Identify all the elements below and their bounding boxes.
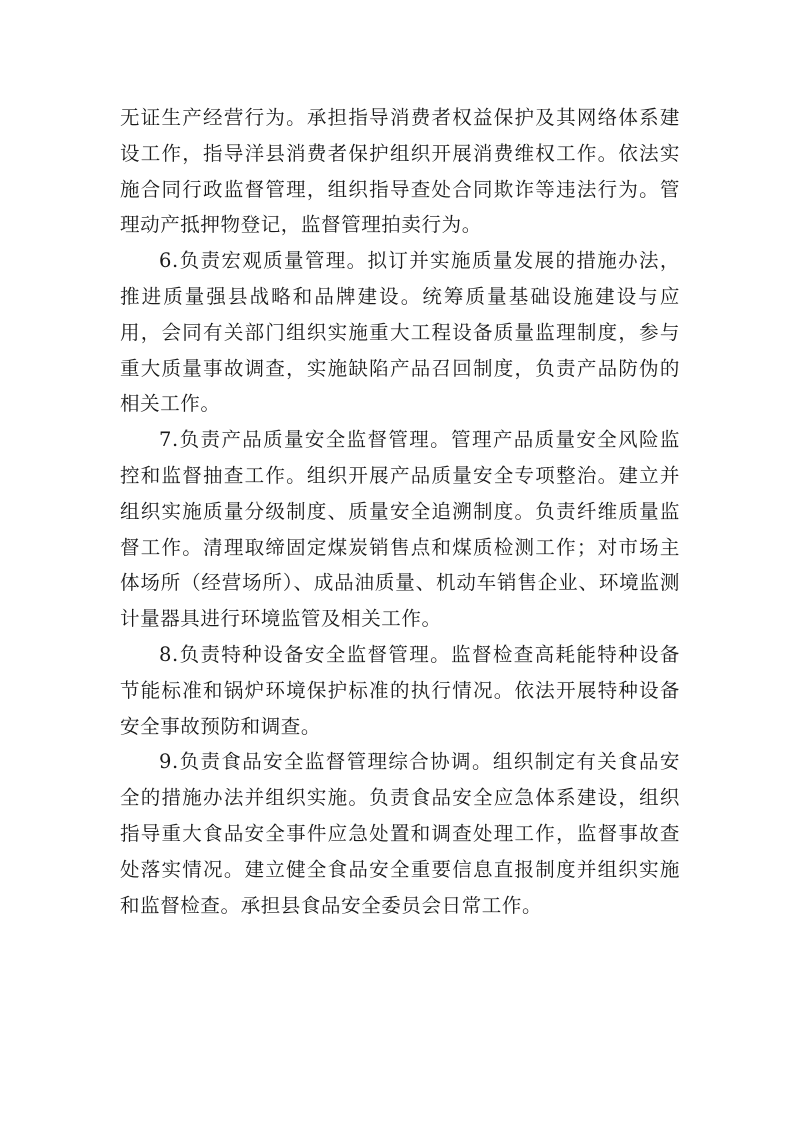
paragraph-item-9: 9.负责食品安全监督管理综合协调。组织制定有关食品安全的措施办法并组织实施。负责食品安全应急体系建设，组织指导重大食品安全事件应急处置和调查处理工作，监督事故查处落实情况。建立健全食品安全重要信息直报制度并组织实施和监督检查。承担县食品安全委员会日常工作。 xyxy=(120,750,680,917)
paragraph-continuation: 无证生产经营行为。承担指导消费者权益保护及其网络体系建设工作，指导洋县消费者保护组织开展消费维权工作。依法实施合同行政监督管理，组织指导查处合同欺诈等违法行为。管理动产抵押物登记，监督管理拍卖行为。 xyxy=(120,106,680,237)
paragraph-item-6: 6.负责宏观质量管理。拟订并实施质量发展的措施办法，推进质量强县战略和品牌建设。统筹质量基础设施建设与应用，会同有关部门组织实施重大工程设备质量监理制度，参与重大质量事故调查，实施缺陷产品召回制度，负责产品防伪的相关工作。 xyxy=(120,249,680,416)
paragraph-item-7: 7.负责产品质量安全监督管理。管理产品质量安全风险监控和监督抽查工作。组织开展产品质量安全专项整治。建立并组织实施质量分级制度、质量安全追溯制度。负责纤维质量监督工作。清理取缔固定煤炭销售点和煤质检测工作；对市场主体场所（经营场所）、成品油质量、机动车销售企业、环境监测计量器具进行环境监管及相关工作。 xyxy=(120,428,680,631)
paragraph-item-8: 8.负责特种设备安全监督管理。监督检查高耗能特种设备节能标准和锅炉环境保护标准的执行情况。依法开展特种设备安全事故预防和调查。 xyxy=(120,642,680,738)
document-body xyxy=(120,100,680,923)
